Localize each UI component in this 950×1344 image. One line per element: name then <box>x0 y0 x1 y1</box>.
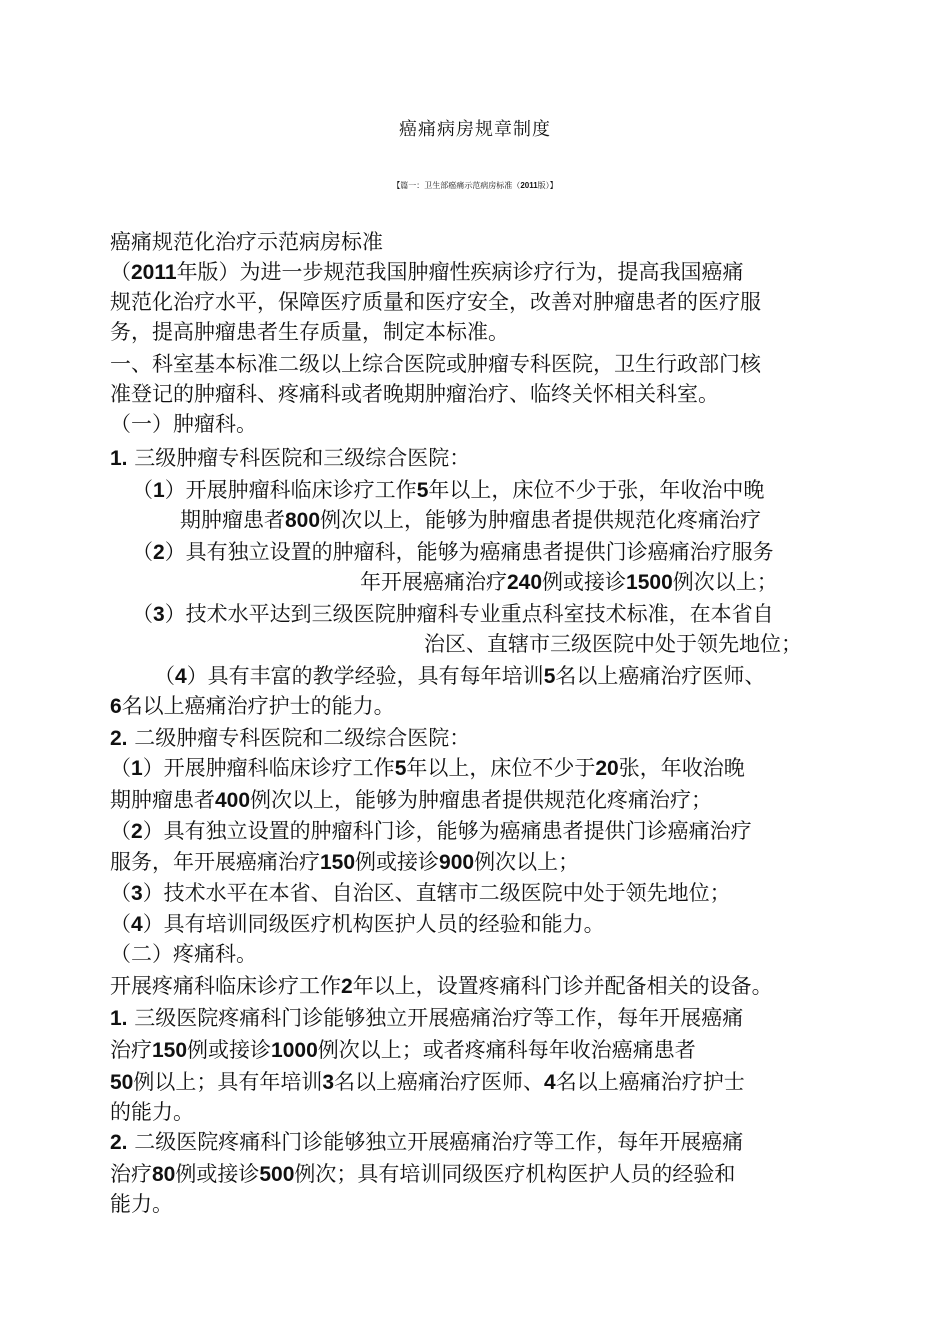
body-line: 治疗150例或接诊1000例次以上；或者疼痛科每年收治癌痛患者 <box>110 1038 696 1062</box>
body-line: 期肿瘤患者400例次以上，能够为肿瘤患者提供规范化疼痛治疗； <box>110 788 713 812</box>
body-line: 开展疼痛科临床诊疗工作2年以上，设置疼痛科门诊并配备相关的设备。 <box>110 974 773 998</box>
body-line: （3）技术水平在本省、自治区、直辖市二级医院中处于领先地位； <box>110 881 731 905</box>
body-line: 治疗80例或接诊500例次；具有培训同级医疗机构医护人员的经验和 <box>110 1162 736 1186</box>
body-line: 规范化治疗水平，保障医疗质量和医疗安全，改善对肿瘤患者的医疗服 <box>110 290 761 314</box>
body-line: 的能力。 <box>110 1100 194 1124</box>
body-line: 2. 二级医院疼痛科门诊能够独立开展癌痛治疗等工作，每年开展癌痛 <box>110 1130 744 1154</box>
body-line: 准登记的肿瘤科、疼痛科或者晚期肿瘤治疗、临终关怀相关科室。 <box>110 382 719 406</box>
body-line: （4）具有培训同级医疗机构医护人员的经验和能力。 <box>110 912 605 936</box>
body-line: 治区、直辖市三级医院中处于领先地位； <box>424 632 802 656</box>
body-line: （4）具有丰富的教学经验，具有每年培训5名以上癌痛治疗医师、 <box>154 664 766 688</box>
document-subtitle: 【篇一：卫生部癌痛示范病房标准（2011版）】 <box>392 181 558 190</box>
document-title: 癌痛病房规章制度 <box>399 119 551 140</box>
body-line: 务，提高肿瘤患者生存质量，制定本标准。 <box>110 320 509 344</box>
body-line: 50例以上；具有年培训3名以上癌痛治疗医师、4名以上癌痛治疗护士 <box>110 1070 745 1094</box>
body-line: 服务，年开展癌痛治疗150例或接诊900例次以上； <box>110 850 580 874</box>
body-line: 6名以上癌痛治疗护士的能力。 <box>110 694 395 718</box>
body-line: 癌痛规范化治疗示范病房标准 <box>110 230 383 254</box>
body-line: 一、科室基本标准二级以上综合医院或肿瘤专科医院，卫生行政部门核 <box>110 352 761 376</box>
body-line: 1. 三级医院疼痛科门诊能够独立开展癌痛治疗等工作，每年开展癌痛 <box>110 1006 744 1030</box>
body-line: （2011年版）为进一步规范我国肿瘤性疾病诊疗行为，提高我国癌痛 <box>110 260 744 284</box>
body-line: 年开展癌痛治疗240例或接诊1500例次以上； <box>360 570 778 594</box>
body-line: （2）具有独立设置的肿瘤科，能够为癌痛患者提供门诊癌痛治疗服务 <box>132 540 774 564</box>
body-line: （2）具有独立设置的肿瘤科门诊，能够为癌痛患者提供门诊癌痛治疗 <box>110 819 752 843</box>
body-line: （一）肿瘤科。 <box>110 412 257 436</box>
body-line: （3）技术水平达到三级医院肿瘤科专业重点科室技术标准，在本省自 <box>132 602 774 626</box>
body-line: （1）开展肿瘤科临床诊疗工作5年以上，床位不少于张，年收治中晚 <box>132 478 765 502</box>
body-line: （二）疼痛科。 <box>110 942 257 966</box>
body-line: 1. 三级肿瘤专科医院和三级综合医院： <box>110 446 471 470</box>
body-line: （1）开展肿瘤科临床诊疗工作5年以上，床位不少于20张，年收治晚 <box>110 756 745 780</box>
body-line: 2. 二级肿瘤专科医院和二级综合医院： <box>110 726 471 750</box>
body-line: 能力。 <box>110 1192 173 1216</box>
body-line: 期肿瘤患者800例次以上，能够为肿瘤患者提供规范化疼痛治疗 <box>180 508 762 532</box>
